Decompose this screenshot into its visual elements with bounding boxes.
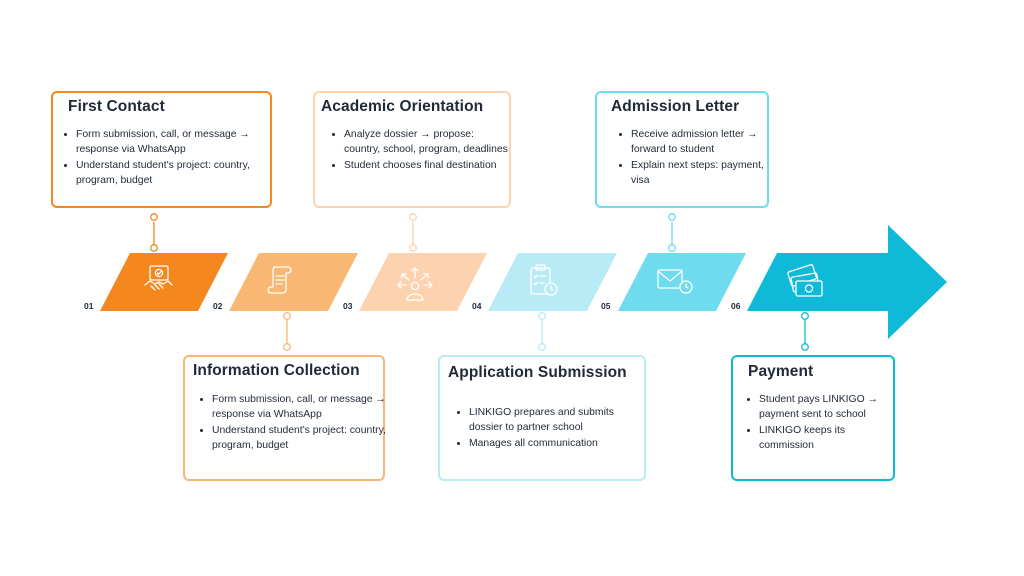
step-card-application-submission [438,355,646,481]
bullet-item: • Form submission, call, or message → response via WhatsApp [76,127,276,158]
step-segment-1 [100,253,228,311]
card-title: Information Collection [193,362,360,379]
connector-dot [539,344,546,351]
connector-dot [802,344,809,351]
connector-dot [669,245,676,252]
bullet-item: • Student pays LINKIGO → payment sent to school [759,392,899,423]
bullet-list [453,405,649,451]
connector-dot [410,214,417,221]
connector-dot [284,344,291,351]
connector-dot [410,245,417,252]
bullet-item: • Manages all communication [469,436,649,451]
card-title: Application Submission [448,364,627,381]
card-title: Academic Orientation [321,98,484,115]
step-number: 01 [84,301,94,311]
step-card-academic-orientation [313,91,511,208]
step-card-payment [731,355,895,481]
bullet-item: • Receive admission letter → forward to student [631,127,776,158]
bullet-item: • LINKIGO keeps its commission [759,423,899,454]
step-segment-2 [229,253,358,311]
step-segment-3 [359,253,487,311]
step-number: 02 [213,301,223,311]
card-title: Admission Letter [611,98,740,115]
bullet-item: • Explain next steps: payment, visa [631,158,776,189]
step-number: 04 [472,301,482,311]
connector-dot [802,313,809,320]
step-card-admission-letter [595,91,769,208]
connector-dot [539,313,546,320]
connector-dot [284,313,291,320]
step-card-first-contact [51,91,272,208]
step-number: 06 [731,301,741,311]
bullet-item: • Understand student's project: country, program, budget [212,423,387,454]
card-title: Payment [748,363,814,380]
bullet-list [60,127,276,189]
bullet-item: • Understand student's project: country, program, budget [76,158,276,189]
step-segment-4 [488,253,617,311]
card-title: First Contact [68,98,165,115]
bullet-list [196,392,387,454]
step-card-information-collection [183,355,385,481]
bullet-list [615,127,776,189]
connector-dot [669,214,676,221]
bullet-item: • Analyze dossier → propose: country, school, program, deadlines [344,127,512,158]
bullet-list [328,127,512,173]
bullet-item: • Form submission, call, or message → response via WhatsApp [212,392,387,423]
step-segment-6-arrow [747,225,947,339]
step-number: 05 [601,301,611,311]
bullet-item: • LINKIGO prepares and submits dossier to partner school [469,405,649,436]
connector-dot [151,214,158,221]
connector-dot [151,245,158,252]
bullet-list [743,392,899,454]
step-number: 03 [343,301,353,311]
bullet-item: • Student chooses final destination [344,158,512,173]
